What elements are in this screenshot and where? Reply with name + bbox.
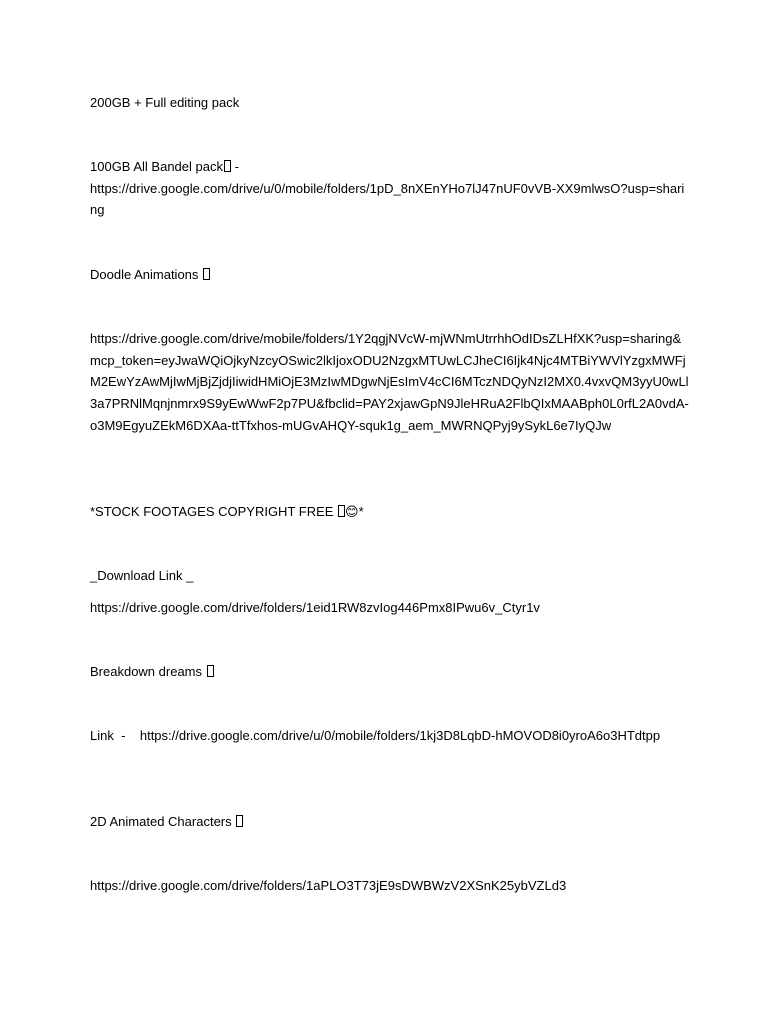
breakdown-dreams-label: Breakdown dreams xyxy=(90,664,206,679)
breakdown-dreams-url[interactable]: Link - https://drive.google.com/drive/u/0/mobile/folders/1kj3D8LqbD-hMOVOD8i0yroA6o3HTdtpp xyxy=(90,728,661,743)
doodle-animations-link[interactable] xyxy=(90,328,690,437)
pack-title xyxy=(90,92,690,114)
breakdown-dreams-link[interactable] xyxy=(90,725,690,747)
bundle-pack-link[interactable]: https://drive.google.com/drive/u/0/mobile/folders/1pD_8nXEnYHo7lJ47nUF0vVB-XX9mlwsO?usp=sharing xyxy=(90,180,685,218)
animated-characters-url[interactable]: https://drive.google.com/drive/folders/1aPLO3T73jE9sDWBWzV2XSnK25ybVZLd3 xyxy=(90,878,567,893)
missing-glyph-icon xyxy=(224,160,231,172)
animated-characters-link[interactable] xyxy=(90,875,690,897)
animated-characters-heading xyxy=(90,811,690,833)
stock-footages-label: *STOCK FOOTAGES COPYRIGHT FREE xyxy=(90,504,338,519)
stock-footages-emoji: 😊* xyxy=(345,504,364,519)
download-link-text: _Download Link _ xyxy=(90,568,194,583)
breakdown-dreams-heading xyxy=(90,661,690,683)
missing-glyph-icon xyxy=(207,665,214,677)
doodle-animations-label: Doodle Animations xyxy=(90,267,203,282)
download-link-url[interactable] xyxy=(90,597,690,619)
animated-characters-label: 2D Animated Characters xyxy=(90,814,236,829)
pack-title-text: 200GB + Full editing pack xyxy=(90,95,240,110)
stock-footages-heading xyxy=(90,501,690,523)
missing-glyph-icon xyxy=(203,268,210,280)
bundle-pack-block xyxy=(90,156,690,221)
download-link-anchor[interactable]: https://drive.google.com/drive/folders/1eid1RW8zvIog446Pmx8IPwu6v_Ctyr1v xyxy=(90,600,540,615)
missing-glyph-icon xyxy=(236,815,243,827)
bundle-pack-label: 100GB All Bandel pack xyxy=(90,159,223,174)
doodle-animations-url[interactable]: https://drive.google.com/drive/mobile/folders/1Y2qgjNVcW-mjWNmUtrrhhOdIDsZLHfXK?usp=sharing&mcp_token=eyJwaWQiOjkyNzcyOSwic2lkIjoxODU2NzgxMTUwLCJheCI6Ijk4Njc4MTBiYWVlYzgxMWFjM2EwYzAwMjIwMjBjZjdjIiwidHMiOjE3MzIwMDgwNjEsImV4cCI6MTczNDQyNzI2MX0.4vxvQM3yyU0wLl3a7PRNlMqnjnmrx9S9yEwWwF2p7PU&fbclid=PAY2xjawGpN9JleHRuA2FlbQIxMAABph0L0rfL2A0vdA-o3M9EgyuZEkM6DXAa-ttTfxhos-mUGvAHQY-squk1g_aem_MWRNQPyj9ySykL6e7IyQJw xyxy=(90,331,689,433)
download-link-label xyxy=(90,565,690,587)
doodle-animations-heading xyxy=(90,264,690,286)
missing-glyph-icon xyxy=(338,505,345,517)
bundle-pack-dash: - xyxy=(230,159,239,174)
